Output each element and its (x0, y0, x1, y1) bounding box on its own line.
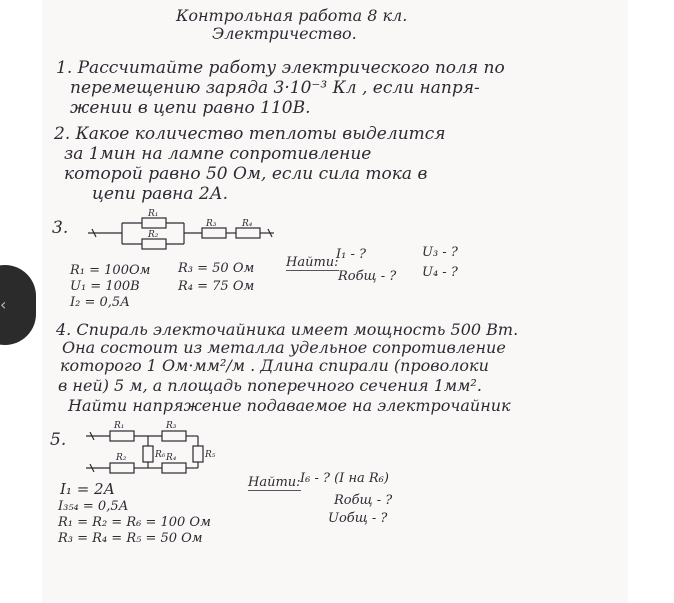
task3-find-i1: I₁ - ? (336, 247, 366, 262)
task3-given-r1: R₁ = 100Ом (70, 263, 151, 278)
task3-resistor-r1 (142, 218, 166, 228)
task1-line1: 1. Рассчитайте работу электрического поля по (56, 58, 505, 78)
task3-find-u3: U₃ - ? (422, 245, 458, 260)
task3-number: 3. (52, 218, 69, 238)
task5-resistor-r3 (162, 431, 186, 441)
task3-resistor-r4 (236, 228, 260, 238)
worksheet-title: Контрольная работа 8 кл. (176, 6, 408, 25)
task4-line3: которого 1 Ом·мм²/м . Длина спирали (проволоки (60, 356, 489, 375)
task5-resistor-r1 (110, 431, 134, 441)
task3-given-i2: I₂ = 0,5А (70, 295, 131, 310)
task2-line1: 2. Какое количество теплоты выделится (54, 124, 446, 144)
task5-find-i6: I₆ - ? (I на R₆) (300, 471, 389, 486)
task4-line5: Найти напряжение подаваемое на электрочайник (68, 396, 511, 415)
task5-resistor-r6 (143, 446, 153, 462)
task2-line2: за 1мин на лампе сопротивление (64, 144, 372, 164)
task3-label-r2: R₂ (148, 230, 159, 240)
task3-circuit-diagram (86, 206, 276, 254)
task3-label-r4: R₄ (242, 219, 253, 229)
task1-line3: жении в цепи равно 110В. (70, 98, 311, 118)
task5-label-r3: R₃ (166, 421, 177, 431)
task3-label-r1: R₁ (148, 209, 159, 219)
task2-line4: цепи равна 2А. (92, 184, 228, 204)
task3-find-rtotal: Rобщ - ? (338, 269, 397, 284)
task5-label-r6: R₆ (155, 450, 166, 460)
task5-label-r5: R₅ (205, 450, 216, 460)
task5-find-label: Найти: (248, 475, 301, 490)
task5-circuit-diagram (82, 416, 222, 478)
task5-resistor-r5 (193, 446, 203, 462)
task4-line4: в ней) 5 м, а площадь поперечного сечения 1мм². (58, 376, 482, 395)
task5-find-rtotal: Rобщ - ? (334, 493, 393, 508)
task5-given-i354: I₃₅₄ = 0,5А (58, 499, 129, 514)
task5-label-r4: R₄ (166, 453, 177, 463)
task4-line2: Она состоит из металла удельное сопротивление (62, 338, 506, 357)
task5-resistor-r2 (110, 463, 134, 473)
task5-label-r1: R₁ (114, 421, 125, 431)
task5-resistor-r4 (162, 463, 186, 473)
worksheet-subtitle: Электричество. (212, 24, 357, 43)
task5-number: 5. (50, 430, 67, 450)
task3-resistor-r3 (202, 228, 226, 238)
task5-label-r2: R₂ (116, 453, 127, 463)
task1-line2: перемещению заряда 3·10⁻³ Кл , если напря- (70, 78, 480, 98)
task5-given-r345: R₃ = R₄ = R₅ = 50 Ом (58, 531, 203, 546)
task4-line1: 4. Спираль электочайника имеет мощность 500 Вт. (56, 320, 519, 339)
task3-label-r3: R₃ (206, 219, 217, 229)
task5-find-utotal: Uобщ - ? (328, 511, 388, 526)
previous-page-button[interactable] (0, 265, 36, 345)
task5-given-i1: I₁ = 2А (60, 480, 115, 498)
task5-given-r126: R₁ = R₂ = R₆ = 100 Ом (58, 515, 211, 530)
task3-find-label: Найти: (286, 255, 339, 270)
task3-resistor-r2 (142, 239, 166, 249)
task2-line3: которой равно 50 Ом, если сила тока в (64, 164, 428, 184)
task3-given-r4: R₄ = 75 Ом (178, 279, 255, 294)
chevron-left-icon: ‹ (0, 295, 7, 314)
task3-given-r3: R₃ = 50 Ом (178, 261, 255, 276)
task3-given-u1: U₁ = 100В (70, 279, 140, 294)
task3-find-u4: U₄ - ? (422, 265, 458, 280)
